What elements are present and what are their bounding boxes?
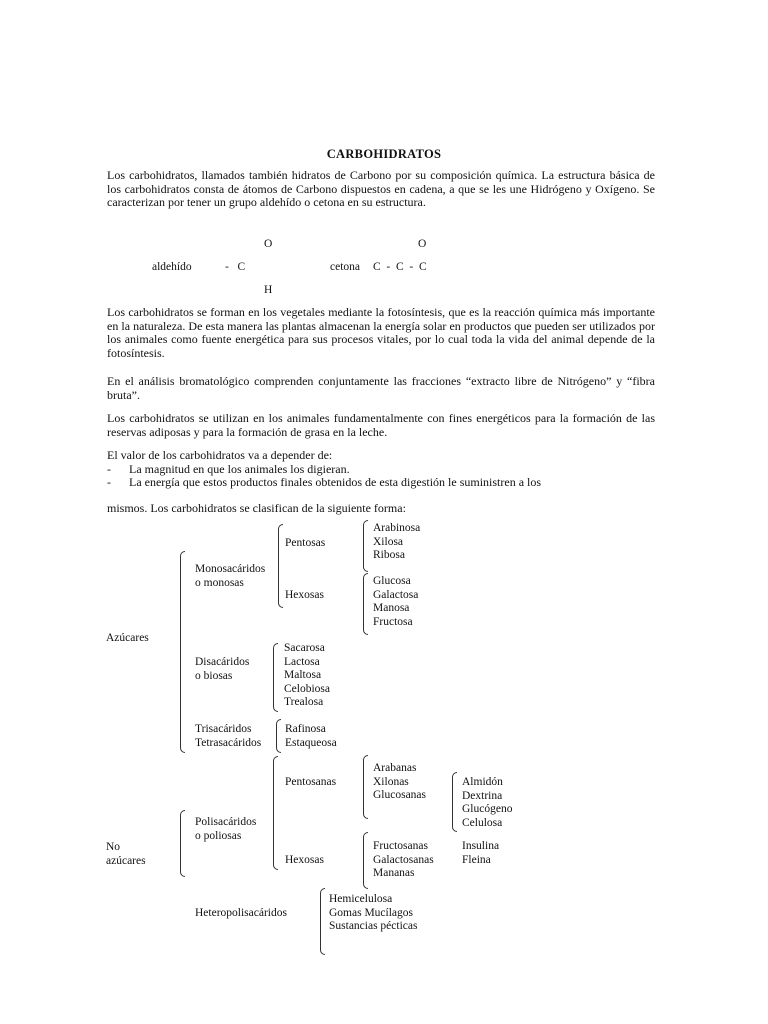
- glucosanas-list: Almidón Dextrina Glucógeno Celulosa: [462, 776, 513, 829]
- brace-no-azucares: [180, 810, 185, 877]
- paragraph-analisis: En el análisis bromatológico comprenden conjuntamente las fracciones “extracto libre de Nitrógeno” y “fibra bruta”.: [107, 374, 655, 402]
- brace-disacaridos: [273, 643, 278, 712]
- aldehido-hydrogen: H: [264, 284, 273, 296]
- valor-intro: El valor de los carbohidratos va a depender de:: [107, 448, 333, 462]
- cetona-oxygen: O: [418, 238, 427, 250]
- node-no-azucares: No azúcares: [106, 841, 146, 867]
- brace-pentosanas: [363, 755, 368, 819]
- clasificacion-intro: mismos. Los carbohidratos se clasifican de la siguiente forma:: [107, 501, 406, 515]
- brace-monosacaridos: [278, 524, 283, 608]
- hexosas-poli-list: Fructosanas Galactosanas Mananas: [373, 840, 434, 879]
- cetona-label: cetona: [330, 261, 361, 273]
- brace-glucosanas: [452, 772, 457, 832]
- node-polisacaridos: Polisacáridos o poliosas: [195, 816, 257, 842]
- aldehido-chain: - C: [225, 261, 246, 273]
- brace-hexosas-poli: [363, 832, 368, 889]
- brace-polisacaridos: [273, 756, 278, 870]
- node-monosacaridos: Monosacáridos o monosas: [195, 563, 266, 589]
- aldehido-oxygen: O: [264, 238, 273, 250]
- brace-tri-tetra: [276, 719, 281, 753]
- valor-section: [107, 449, 655, 490]
- brace-heteropolisacaridos: [320, 888, 325, 955]
- list-item: - La magnitud en que los animales los digieran.: [107, 463, 655, 477]
- paragraph-uso: Los carbohidratos se utilizan en los animales fundamentalmente con fines energéticos para la formación de las reservas adiposas y para la formación de grasa en la leche.: [107, 411, 655, 439]
- fructosanas-list: Insulina Fleina: [462, 840, 500, 866]
- node-heteropolisacaridos: Heteropolisacáridos: [195, 907, 287, 919]
- pentosas-list: Arabinosa Xilosa Ribosa: [373, 522, 421, 561]
- hetero-list: Hemicelulosa Gomas Mucílagos Sustancias pécticas: [329, 893, 418, 932]
- hexosas-list: Glucosa Galactosa Manosa Fructosa: [373, 575, 419, 628]
- node-tri-tetra: Trisacáridos Tetrasacáridos: [195, 723, 262, 749]
- brace-hexosas: [363, 573, 368, 635]
- node-azucares: Azúcares: [106, 632, 149, 644]
- disacaridos-list: Sacarosa Lactosa Maltosa Celobiosa Trealosa: [284, 642, 330, 708]
- tri-tetra-list: Rafinosa Estaqueosa: [285, 723, 337, 749]
- node-hexosas-poli: Hexosas: [285, 854, 324, 866]
- node-pentosanas: Pentosanas: [285, 776, 337, 788]
- brace-pentosas: [363, 520, 368, 572]
- page-title: CARBOHIDRATOS: [326, 147, 442, 161]
- cetona-chain: C - C - C: [373, 261, 427, 273]
- node-disacaridos: Disacáridos o biosas: [195, 656, 250, 682]
- aldehido-label: aldehído: [152, 261, 192, 273]
- brace-azucares: [180, 551, 185, 753]
- intro-paragraph: Los carbohidratos, llamados también hidratos de Carbono por su composición química. La estructura básica de los carbohidratos consta de átomos de Carbono dispuestos en cadena, a que se les une Hidrógeno y Oxígeno. Se caracterizan por tener un grupo aldehído o cetona en su estructura.: [107, 168, 655, 210]
- valor-list: [107, 463, 655, 490]
- paragraph-fotosintesis: Los carbohidratos se forman en los vegetales mediante la fotosíntesis, que es la reacción química más importante en la naturaleza. De esta manera las plantas almacenan la energía solar en productos que pueden ser utilizados por los animales como fuente energética para sus procesos vitales, por lo cual toda la vida del animal depende de la fotosíntesis.: [107, 305, 655, 360]
- node-hexosas: Hexosas: [285, 589, 324, 601]
- pentosanas-list: Arabanas Xilonas Glucosanas: [373, 762, 427, 801]
- list-item: - La energía que estos productos finales obtenidos de esta digestión le suministren a los: [107, 476, 655, 490]
- node-pentosas: Pentosas: [285, 537, 326, 549]
